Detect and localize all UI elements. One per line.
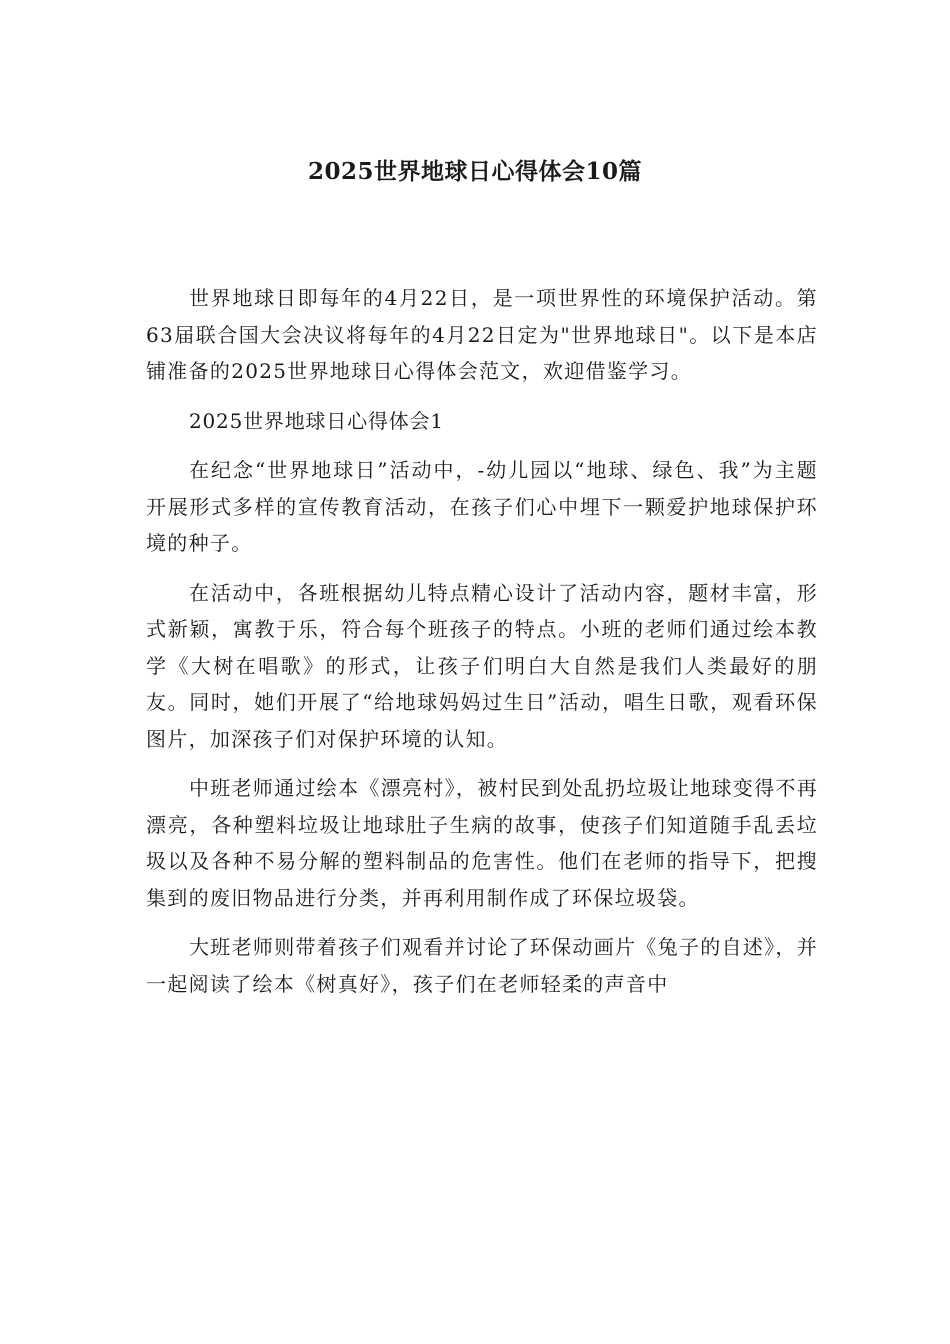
body-paragraph: 中班老师通过绘本《漂亮村》，被村民到处乱扔垃圾让地球变得不再漂亮，各种塑料垃圾让地球肚子生病的故事，使孩子们知道随手乱丢垃圾以及各种不易分解的塑料制品的危害性。他们在老师的指导下，把搜集到的废旧物品进行分类，并再利用制作成了环保垃圾袋。 [146, 776, 818, 910]
section-heading-1: 2025世界地球日心得体会1 [189, 408, 444, 433]
body-paragraph: 大班老师则带着孩子们观看并讨论了环保动画片《兔子的自述》，并一起阅读了绘本《树真好》，孩子们在老师轻柔的声音中 [146, 935, 818, 996]
body-paragraph: 在纪念“世界地球日”活动中，-幼儿园以“地球、绿色、我”为主题开展形式多样的宣传教育活动，在孩子们心中埋下一颗爱护地球保护环境的种子。 [146, 458, 818, 555]
document-title: 2025世界地球日心得体会10篇 [307, 158, 643, 185]
intro-paragraph: 世界地球日即每年的4月22日，是一项世界性的环境保护活动。第63届联合国大会决议将每年的4月22日定为"世界地球日"。以下是本店铺准备的2025世界地球日心得体会范文，欢迎借鉴学习。 [146, 286, 818, 383]
body-paragraph: 在活动中，各班根据幼儿特点精心设计了活动内容，题材丰富，形式新颖，寓教于乐，符合每个班孩子的特点。小班的老师们通过绘本教学《大树在唱歌》的形式，让孩子们明白大自然是我们人类最好的朋友。同时，她们开展了“给地球妈妈过生日”活动，唱生日歌，观看环保图片，加深孩子们对保护环境的认知。 [146, 580, 818, 751]
document-body [146, 280, 818, 1015]
